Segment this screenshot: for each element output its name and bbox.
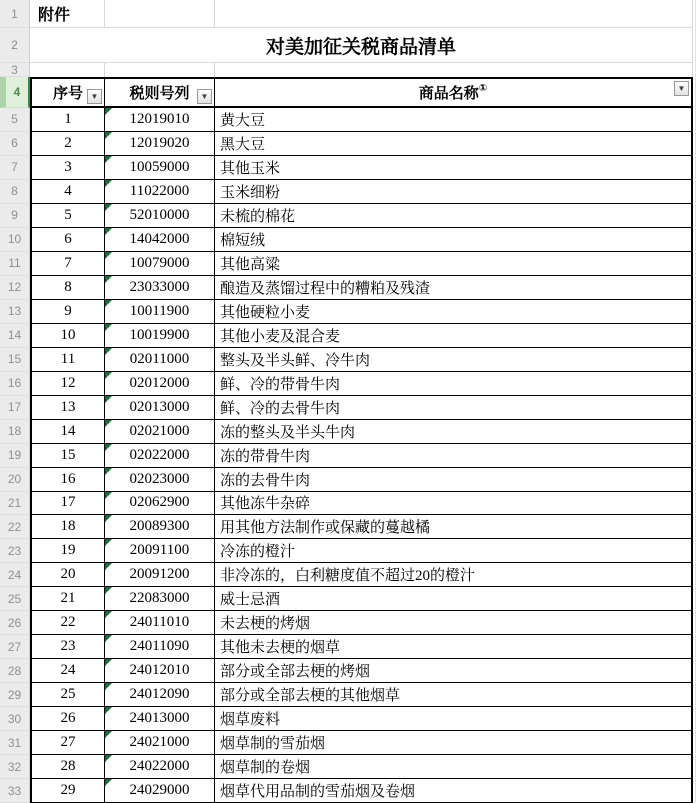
error-triangle-icon <box>105 731 112 738</box>
table-row <box>0 180 697 204</box>
sheet-margin <box>693 420 697 444</box>
sheet-row-3 <box>0 63 697 77</box>
name-value: 整头及半头鲜、冷牛肉 <box>220 352 371 369</box>
table-row <box>0 300 697 324</box>
cell-code[interactable] <box>105 515 215 539</box>
row-number[interactable]: 23 <box>0 539 30 563</box>
cell-seq[interactable]: 10 <box>30 324 105 348</box>
cell-name[interactable] <box>215 156 693 180</box>
code-value: 11022000 <box>129 182 190 199</box>
cell-name[interactable] <box>215 252 693 276</box>
name-value: 玉米细粉 <box>220 184 281 201</box>
cell-name[interactable] <box>215 468 693 492</box>
cell-seq[interactable]: 26 <box>30 707 105 731</box>
table-row <box>0 372 697 396</box>
table-row <box>0 204 697 228</box>
row-number[interactable]: 10 <box>0 228 30 252</box>
name-value: 部分或全部去梗的烤烟 <box>220 664 371 681</box>
header-seq-label: 序号 <box>52 85 83 102</box>
row-number[interactable]: 3 <box>0 63 30 77</box>
cell-name[interactable] <box>215 587 693 611</box>
sheet-margin <box>693 252 697 276</box>
name-value: 烟草代用品制的雪茄烟及卷烟 <box>220 784 416 801</box>
row-number[interactable]: 13 <box>0 300 30 324</box>
header-code-label: 税则号列 <box>129 85 190 102</box>
table-row <box>0 731 697 755</box>
table-row <box>0 779 697 803</box>
cell-code[interactable] <box>105 372 215 396</box>
row-number[interactable]: 12 <box>0 276 30 300</box>
cell-name[interactable] <box>215 348 693 372</box>
table-row <box>0 324 697 348</box>
error-triangle-icon <box>105 204 112 211</box>
error-triangle-icon <box>105 420 112 427</box>
sheet-margin <box>693 228 697 252</box>
cell-seq[interactable]: 18 <box>30 515 105 539</box>
empty-cell[interactable] <box>30 63 105 77</box>
table-row <box>0 444 697 468</box>
cell-seq[interactable]: 21 <box>30 587 105 611</box>
empty-cell[interactable] <box>215 0 693 28</box>
footnote-marker: ① <box>478 82 488 94</box>
sheet-margin <box>693 755 697 779</box>
name-value: 非冷冻的，白利糖度值不超过20的橙汁 <box>220 568 476 585</box>
code-value: 52010000 <box>129 206 190 223</box>
row-number[interactable]: 26 <box>0 611 30 635</box>
row-number[interactable]: 15 <box>0 348 30 372</box>
cell-name[interactable] <box>215 228 693 252</box>
sheet-margin <box>693 108 697 132</box>
chevron-down-icon: ▼ <box>677 84 686 93</box>
error-triangle-icon <box>105 659 112 666</box>
row-number[interactable]: 2 <box>0 28 30 63</box>
cell-seq[interactable]: 25 <box>30 683 105 707</box>
row-number[interactable]: 17 <box>0 396 30 420</box>
code-value: 02021000 <box>129 422 190 439</box>
row-number[interactable]: 19 <box>0 444 30 468</box>
code-value: 02013000 <box>129 398 190 415</box>
name-value: 其他硬粒小麦 <box>220 304 311 321</box>
header-code[interactable] <box>105 77 215 108</box>
code-value: 10059000 <box>129 158 190 175</box>
sheet-margin <box>693 635 697 659</box>
cell-seq[interactable]: 14 <box>30 420 105 444</box>
cell-name[interactable] <box>215 108 693 132</box>
cell-code[interactable] <box>105 444 215 468</box>
cell-name[interactable] <box>215 707 693 731</box>
row-number[interactable]: 16 <box>0 372 30 396</box>
sheet-margin <box>693 63 697 77</box>
cell-code[interactable] <box>105 228 215 252</box>
cell-name[interactable] <box>215 539 693 563</box>
sheet-margin <box>693 468 697 492</box>
cell-seq[interactable]: 13 <box>30 396 105 420</box>
table-row <box>0 252 697 276</box>
sheet-margin <box>693 492 697 516</box>
name-value: 鲜、冷的带骨牛肉 <box>220 376 341 393</box>
error-triangle-icon <box>105 156 112 163</box>
cell-code[interactable] <box>105 252 215 276</box>
row-number[interactable]: 14 <box>0 324 30 348</box>
code-value: 20089300 <box>129 518 190 535</box>
name-value: 其他未去梗的烟草 <box>220 640 341 657</box>
cell-name[interactable] <box>215 420 693 444</box>
name-value: 其他小麦及混合麦 <box>220 328 341 345</box>
table-row <box>0 276 697 300</box>
sheet-row-2 <box>0 28 697 63</box>
row-number[interactable]: 7 <box>0 156 30 180</box>
code-value: 24012090 <box>129 686 190 703</box>
error-triangle-icon <box>105 300 112 307</box>
code-value: 24022000 <box>129 758 190 775</box>
cell-name[interactable] <box>215 132 693 156</box>
error-triangle-icon <box>105 755 112 762</box>
cell-name[interactable] <box>215 492 693 516</box>
cell-name[interactable] <box>215 755 693 779</box>
sheet-margin <box>693 300 697 324</box>
sheet-margin <box>693 444 697 468</box>
name-value: 黄大豆 <box>220 112 266 129</box>
code-value: 24021000 <box>129 734 190 751</box>
cell-code[interactable] <box>105 204 215 228</box>
sheet-margin <box>693 659 697 683</box>
page-title[interactable]: 对美加征关税商品清单 <box>30 28 693 63</box>
error-triangle-icon <box>105 396 112 403</box>
error-triangle-icon <box>105 276 112 283</box>
chevron-down-icon: ▼ <box>200 92 209 101</box>
code-value: 24029000 <box>129 782 190 799</box>
name-value: 烟草制的卷烟 <box>220 760 311 777</box>
sheet-margin <box>693 180 697 204</box>
cell-name[interactable] <box>215 563 693 587</box>
table-row <box>0 156 697 180</box>
cell-name[interactable] <box>215 372 693 396</box>
filter-button-name[interactable] <box>674 81 689 96</box>
name-value: 黑大豆 <box>220 136 266 153</box>
code-value: 20091100 <box>129 542 190 559</box>
error-triangle-icon <box>105 635 112 642</box>
name-value: 冷冻的橙汁 <box>220 544 296 561</box>
cell-seq[interactable]: 29 <box>30 779 105 803</box>
cell-seq[interactable]: 5 <box>30 204 105 228</box>
error-triangle-icon <box>105 563 112 570</box>
sheet-margin <box>693 563 697 587</box>
error-triangle-icon <box>105 132 112 139</box>
sheet-margin <box>693 396 697 420</box>
code-value: 02062900 <box>129 494 190 511</box>
cell-seq[interactable]: 28 <box>30 755 105 779</box>
code-value: 24012010 <box>129 662 190 679</box>
code-value: 24013000 <box>129 710 190 727</box>
cell-code[interactable] <box>105 300 215 324</box>
header-name[interactable] <box>215 77 693 108</box>
attachment-cell[interactable]: 附件 <box>30 0 105 28</box>
cell-name[interactable] <box>215 779 693 803</box>
sheet-margin <box>693 276 697 300</box>
code-value: 02012000 <box>129 374 190 391</box>
sheet-margin <box>693 204 697 228</box>
sheet-margin <box>693 539 697 563</box>
sheet-row-1 <box>0 0 697 28</box>
row-number[interactable]: 31 <box>0 731 30 755</box>
name-value: 其他玉米 <box>220 160 281 177</box>
name-value: 烟草制的雪茄烟 <box>220 736 326 753</box>
error-triangle-icon <box>105 252 112 259</box>
code-value: 22083000 <box>129 590 190 607</box>
cell-seq[interactable]: 1 <box>30 108 105 132</box>
table-row <box>0 468 697 492</box>
cell-code[interactable] <box>105 348 215 372</box>
table-row <box>0 228 697 252</box>
code-value: 12019010 <box>129 110 190 127</box>
row-number[interactable]: 21 <box>0 492 30 516</box>
sheet-margin <box>693 731 697 755</box>
name-value: 未去梗的烤烟 <box>220 616 311 633</box>
error-triangle-icon <box>105 707 112 714</box>
cell-seq[interactable]: 8 <box>30 276 105 300</box>
name-value: 鲜、冷的去骨牛肉 <box>220 400 341 417</box>
cell-seq[interactable]: 15 <box>30 444 105 468</box>
cell-seq[interactable]: 2 <box>30 132 105 156</box>
cell-seq[interactable]: 24 <box>30 659 105 683</box>
cell-name[interactable] <box>215 180 693 204</box>
table-row <box>0 420 697 444</box>
row-number[interactable]: 29 <box>0 683 30 707</box>
code-value: 02023000 <box>129 470 190 487</box>
cell-code[interactable] <box>105 659 215 683</box>
cell-seq[interactable]: 19 <box>30 539 105 563</box>
table-row <box>0 492 697 516</box>
cell-code[interactable] <box>105 468 215 492</box>
name-value: 部分或全部去梗的其他烟草 <box>220 688 401 705</box>
table-row <box>0 539 697 563</box>
row-number[interactable]: 28 <box>0 659 30 683</box>
empty-cell[interactable] <box>215 63 693 77</box>
row-number-selected[interactable]: 4 <box>0 77 30 108</box>
code-value: 10011900 <box>129 302 190 319</box>
sheet-margin <box>693 372 697 396</box>
cell-seq[interactable]: 6 <box>30 228 105 252</box>
error-triangle-icon <box>105 180 112 187</box>
row-number[interactable]: 27 <box>0 635 30 659</box>
cell-seq[interactable]: 20 <box>30 563 105 587</box>
name-value: 冻的整头及半头牛肉 <box>220 424 356 441</box>
error-triangle-icon <box>105 228 112 235</box>
row-number[interactable]: 6 <box>0 132 30 156</box>
cell-seq[interactable]: 12 <box>30 372 105 396</box>
cell-name[interactable] <box>215 396 693 420</box>
table-row <box>0 563 697 587</box>
cell-name[interactable] <box>215 324 693 348</box>
cell-code[interactable] <box>105 132 215 156</box>
row-number[interactable]: 20 <box>0 468 30 492</box>
cell-code[interactable] <box>105 779 215 803</box>
sheet-margin <box>693 324 697 348</box>
error-triangle-icon <box>105 372 112 379</box>
cell-name[interactable] <box>215 444 693 468</box>
row-number[interactable]: 30 <box>0 707 30 731</box>
cell-code[interactable] <box>105 731 215 755</box>
row-number[interactable]: 1 <box>0 0 30 28</box>
error-triangle-icon <box>105 444 112 451</box>
cell-code[interactable] <box>105 324 215 348</box>
row-number[interactable]: 32 <box>0 755 30 779</box>
table-row <box>0 396 697 420</box>
cell-code[interactable] <box>105 276 215 300</box>
table-row <box>0 755 697 779</box>
chevron-down-icon: ▼ <box>90 92 99 101</box>
code-value: 20091200 <box>129 566 190 583</box>
error-triangle-icon <box>105 108 112 115</box>
cell-code[interactable] <box>105 156 215 180</box>
code-value: 10019900 <box>129 326 190 343</box>
sheet-margin <box>693 683 697 707</box>
row-number[interactable]: 11 <box>0 252 30 276</box>
table-row <box>0 683 697 707</box>
error-triangle-icon <box>105 492 112 499</box>
name-value: 其他冻牛杂碎 <box>220 496 311 513</box>
cell-name[interactable] <box>215 635 693 659</box>
table-row <box>0 659 697 683</box>
sheet-margin <box>693 611 697 635</box>
row-number[interactable]: 18 <box>0 420 30 444</box>
sheet-margin <box>693 707 697 731</box>
table-row <box>0 132 697 156</box>
cell-seq[interactable]: 16 <box>30 468 105 492</box>
table-row <box>0 707 697 731</box>
name-value: 未梳的棉花 <box>220 208 296 225</box>
row-number[interactable]: 24 <box>0 563 30 587</box>
cell-seq[interactable]: 4 <box>30 180 105 204</box>
error-triangle-icon <box>105 587 112 594</box>
sheet-margin <box>693 0 697 28</box>
sheet-margin <box>693 515 697 539</box>
cell-seq[interactable]: 9 <box>30 300 105 324</box>
name-value: 威士忌酒 <box>220 592 281 609</box>
cell-seq[interactable]: 11 <box>30 348 105 372</box>
cell-code[interactable] <box>105 539 215 563</box>
row-number[interactable]: 8 <box>0 180 30 204</box>
row-number[interactable]: 5 <box>0 108 30 132</box>
code-value: 10079000 <box>129 254 190 271</box>
code-value: 02022000 <box>129 446 190 463</box>
error-triangle-icon <box>105 779 112 786</box>
cell-seq[interactable]: 3 <box>30 156 105 180</box>
sheet-margin <box>693 28 697 63</box>
cell-code[interactable] <box>105 635 215 659</box>
error-triangle-icon <box>105 348 112 355</box>
cell-code[interactable] <box>105 108 215 132</box>
name-value: 烟草废料 <box>220 712 281 729</box>
table-row <box>0 587 697 611</box>
cell-seq[interactable]: 17 <box>30 492 105 516</box>
header-name-label: 商品名称 <box>418 85 479 102</box>
code-value: 24011010 <box>129 614 190 631</box>
code-value: 12019020 <box>129 134 190 151</box>
sheet-margin <box>693 587 697 611</box>
cell-name[interactable] <box>215 204 693 228</box>
name-value: 棉短绒 <box>220 232 266 249</box>
name-value: 酿造及蒸馏过程中的糟粕及残渣 <box>220 280 431 297</box>
cell-name[interactable] <box>215 611 693 635</box>
row-number[interactable]: 22 <box>0 515 30 539</box>
error-triangle-icon <box>105 539 112 546</box>
cell-code[interactable] <box>105 683 215 707</box>
sheet-margin <box>693 132 697 156</box>
cell-seq[interactable]: 27 <box>30 731 105 755</box>
table-row <box>0 348 697 372</box>
sheet-margin <box>693 779 697 803</box>
filter-button-code[interactable] <box>197 89 212 104</box>
error-triangle-icon <box>105 324 112 331</box>
cell-code[interactable] <box>105 707 215 731</box>
cell-seq[interactable]: 22 <box>30 611 105 635</box>
cell-name[interactable] <box>215 300 693 324</box>
sheet-margin <box>693 77 697 108</box>
cell-code[interactable] <box>105 420 215 444</box>
code-value: 02011000 <box>129 350 190 367</box>
cell-name[interactable] <box>215 276 693 300</box>
cell-code[interactable] <box>105 180 215 204</box>
error-triangle-icon <box>105 468 112 475</box>
cell-code[interactable] <box>105 563 215 587</box>
error-triangle-icon <box>105 611 112 618</box>
cell-name[interactable] <box>215 515 693 539</box>
table-row <box>0 611 697 635</box>
cell-name[interactable] <box>215 659 693 683</box>
cell-seq[interactable]: 23 <box>30 635 105 659</box>
name-value: 用其他方法制作或保藏的蔓越橘 <box>220 520 431 537</box>
code-value: 14042000 <box>129 230 190 247</box>
sheet-margin <box>693 348 697 372</box>
name-value: 冻的去骨牛肉 <box>220 472 311 489</box>
code-value: 24011090 <box>129 638 190 655</box>
cell-name[interactable] <box>215 683 693 707</box>
filter-button-seq[interactable] <box>87 89 102 104</box>
cell-code[interactable] <box>105 755 215 779</box>
cell-name[interactable] <box>215 731 693 755</box>
code-value: 23033000 <box>129 278 190 295</box>
name-value: 冻的带骨牛肉 <box>220 448 311 465</box>
table-row <box>0 635 697 659</box>
sheet-margin <box>693 156 697 180</box>
empty-cell[interactable] <box>105 63 215 77</box>
table-header-row <box>0 77 697 108</box>
error-triangle-icon <box>105 683 112 690</box>
header-seq[interactable] <box>30 77 105 108</box>
cell-code[interactable] <box>105 396 215 420</box>
row-number[interactable]: 33 <box>0 779 30 803</box>
table-row <box>0 515 697 539</box>
row-number[interactable]: 25 <box>0 587 30 611</box>
cell-code[interactable] <box>105 611 215 635</box>
cell-code[interactable] <box>105 492 215 516</box>
row-number[interactable]: 9 <box>0 204 30 228</box>
cell-seq[interactable]: 7 <box>30 252 105 276</box>
empty-cell[interactable] <box>105 0 215 28</box>
cell-code[interactable] <box>105 587 215 611</box>
error-triangle-icon <box>105 515 112 522</box>
name-value: 其他高粱 <box>220 256 281 273</box>
table-row <box>0 108 697 132</box>
